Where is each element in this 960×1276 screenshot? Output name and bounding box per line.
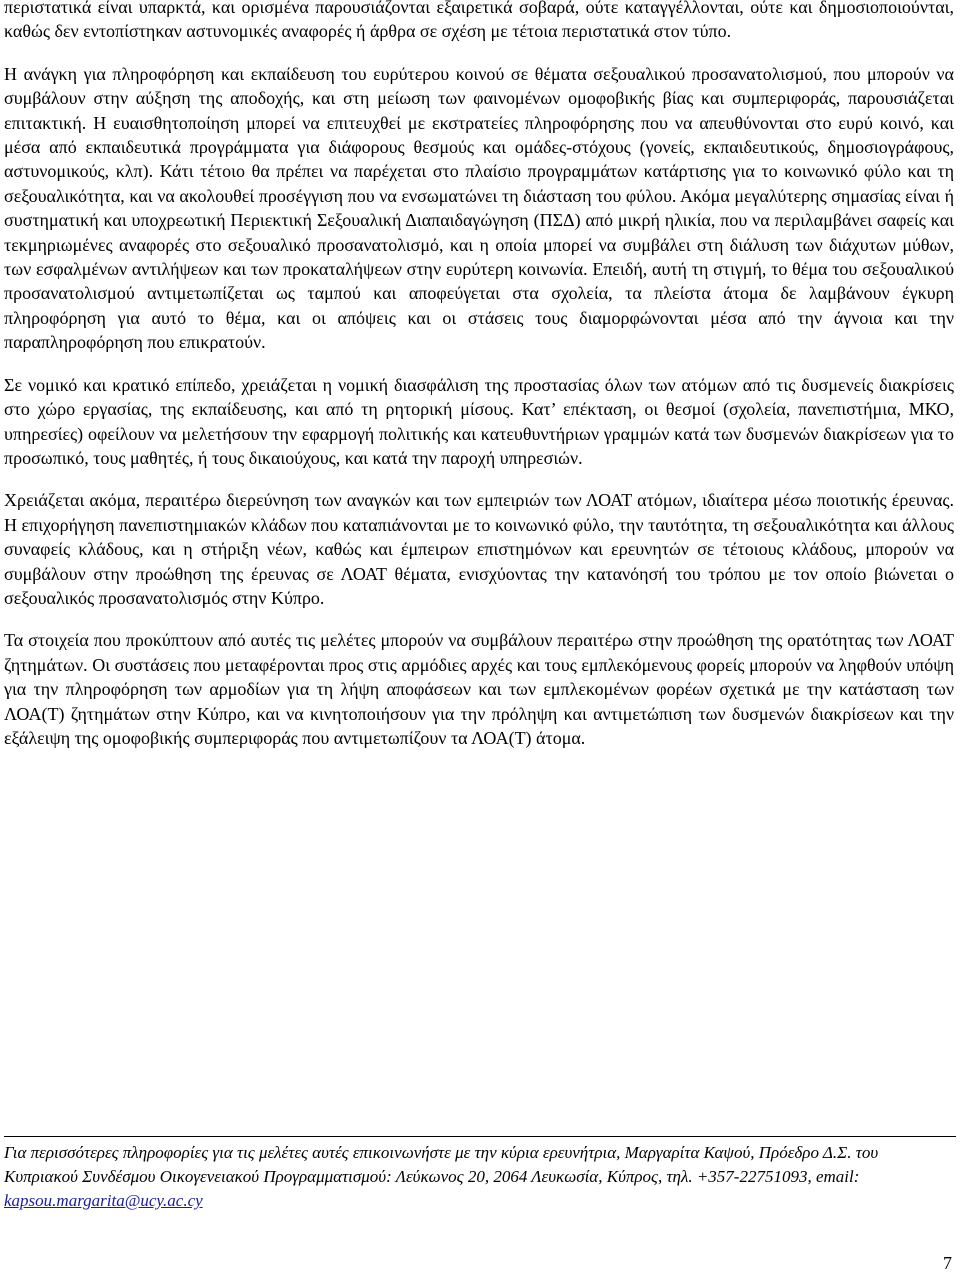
page-number: 7 <box>943 1253 952 1273</box>
footnote-text: Για περισσότερες πληροφορίες για τις μελέτες αυτές επικοινωνήστε με την κύρια ερευνήτρια, Μαργαρίτα Καψού, Πρόεδρο Δ.Σ. του Κυπριακού Συνδέσμου Οικογενειακού Προγραμματισμού: Λεύκωνος 20, 2064 Λευκωσία, Κύπρος, τηλ. +357-22751093, email: <box>4 1143 879 1186</box>
body-paragraph-2: Η ανάγκη για πληροφόρηση και εκπαίδευση του ευρύτερου κοινού σε θέματα σεξουαλικού προσανατολισμού, που μπορούν να συμβάλουν στην αύξηση της αποδοχής, και στη μείωση των φαινομένων ομοφοβικής βίας και συμπεριφοράς, παρουσιάζεται επιτακτική. Η ευαισθητοποίηση μπορεί να επιτευχθεί με εκστρατείες πληροφόρησης που να απευθύνονται στο ευρύ κοινό, και μέσα από εκπαιδευτικά προγράμματα για διάφορους θεσμούς και ομάδες-στόχους (γονείς, εκπαιδευτικούς, δημοσιογράφους, αστυνομικούς, κλπ). Κάτι τέτοιο θα πρέπει να παρέχεται στο πλαίσιο προγραμμάτων κατάρτισης για το κοινωνικό φύλο και τη σεξουαλικότητα, και να ακολουθεί προσέγγιση που να ενσωματώνει τη διάσταση του φύλου. Ακόμα μεγαλύτερης σημασίας είναι ή συστηματική και υποχρεωτική Περιεκτική Σεξουαλική Διαπαιδαγώγηση (ΠΣΔ) από μικρή ηλικία, που να περιλαμβάνει σαφείς και τεκμηριωμένες αναφορές στο σεξουαλικό προσανατολισμό, και η οποία μπορεί να συμβάλει στη διάλυση των διάχυτων μύθων, των εσφαλμένων αντιλήψεων και των προκαταλήψεων στην ευρύτερη κοινωνία. Επειδή, αυτή τη στιγμή, το θέμα του σεξουαλικού προσανατολισμού αντιμετωπίζεται ως ταμπού και αποφεύγεται στα σχολεία, τα πλείστα άτομα δε λαμβάνουν έγκυρη πληροφόρηση για αυτό το θέμα, και οι απόψεις και οι στάσεις τους διαμορφώνονται μέσα από την άγνοια και την παραπληροφόρηση που επικρατούν. <box>4 63 954 353</box>
body-paragraph-3: Σε νομικό και κρατικό επίπεδο, χρειάζεται η νομική διασφάλιση της προστασίας όλων των ατόμων από τις δυσμενείς διακρίσεις στο χώρο εργασίας, της εκπαίδευσης, και από τη ρητορική μίσους. Κατ’ επέκταση, οι θεσμοί (σχολεία, πανεπιστήμια, ΜΚΟ, υπηρεσίες) οφείλουν να μελετήσουν την εφαρμογή πολιτικής και κατευθυντήριων γραμμών κατά των δυσμενών διακρίσεων για το προσωπικό, τους μαθητές, ή τους δικαιούχους, και κατά την παροχή υπηρεσιών. <box>4 374 954 468</box>
footnote-divider <box>4 1136 956 1137</box>
body-paragraph-1: περιστατικά είναι υπαρκτά, και ορισμένα παρουσιάζονται εξαιρετικά σοβαρά, ούτε καταγγέλλονται, ούτε και δημοσιοποιούνται, καθώς δεν εντοπίστηκαν αστυνομικές αναφορές ή άρθρα σε σχέση με τέτοια περιστατικά στον τύπο. <box>4 0 954 42</box>
footnote <box>4 1141 949 1213</box>
body-paragraph-5: Τα στοιχεία που προκύπτουν από αυτές τις μελέτες μπορούν να συμβάλουν περαιτέρω στην προώθηση της ορατότητας των ΛΟΑΤ ζητημάτων. Οι συστάσεις που μεταφέρονται προς στις αρμόδιες αρχές και τους εμπλεκόμενους φορείς μπορούν να ληφθούν υπόψη για την πληροφόρηση των αρμοδίων για τη λήψη αποφάσεων και των εμπλεκομένων φορέων σχετικά με την κατάσταση των ΛΟΑ(Τ) ζητημάτων στην Κύπρο, και να κινητοποιήσουν για την πρόληψη και αντιμετώπιση των δυσμενών διακρίσεων και την εξάλειψη της ομοφοβικής συμπεριφοράς που αντιμετωπίζουν τα ΛΟΑ(Τ) άτομα. <box>4 630 954 748</box>
document-page <box>4 0 954 768</box>
footnote-email-link[interactable]: kapsou.margarita@ucy.ac.cy <box>4 1191 203 1210</box>
body-paragraph-4: Χρειάζεται ακόμα, περαιτέρω διερεύνηση των αναγκών και των εμπειριών των ΛΟΑΤ ατόμων, ιδιαίτερα μέσω ποιοτικής έρευνας. Η επιχορήγηση πανεπιστημιακών κλάδων που καταπιάνονται με το κοινωνικό φύλο, την ταυτότητα, τη σεξουαλικότητα και άλλους συναφείς κλάδους, και η στήριξη νέων, καθώς και έμπειρων επιστημόνων και ερευνητών σε τέτοιους κλάδους, μπορούν να συμβάλουν στην προώθηση της έρευνας σε ΛΟΑΤ θέματα, ενισχύοντας την κατανόησή του τρόπου με τον οποίο βιώνεται ο σεξουαλικός προσανατολισμός στην Κύπρο. <box>4 490 954 608</box>
